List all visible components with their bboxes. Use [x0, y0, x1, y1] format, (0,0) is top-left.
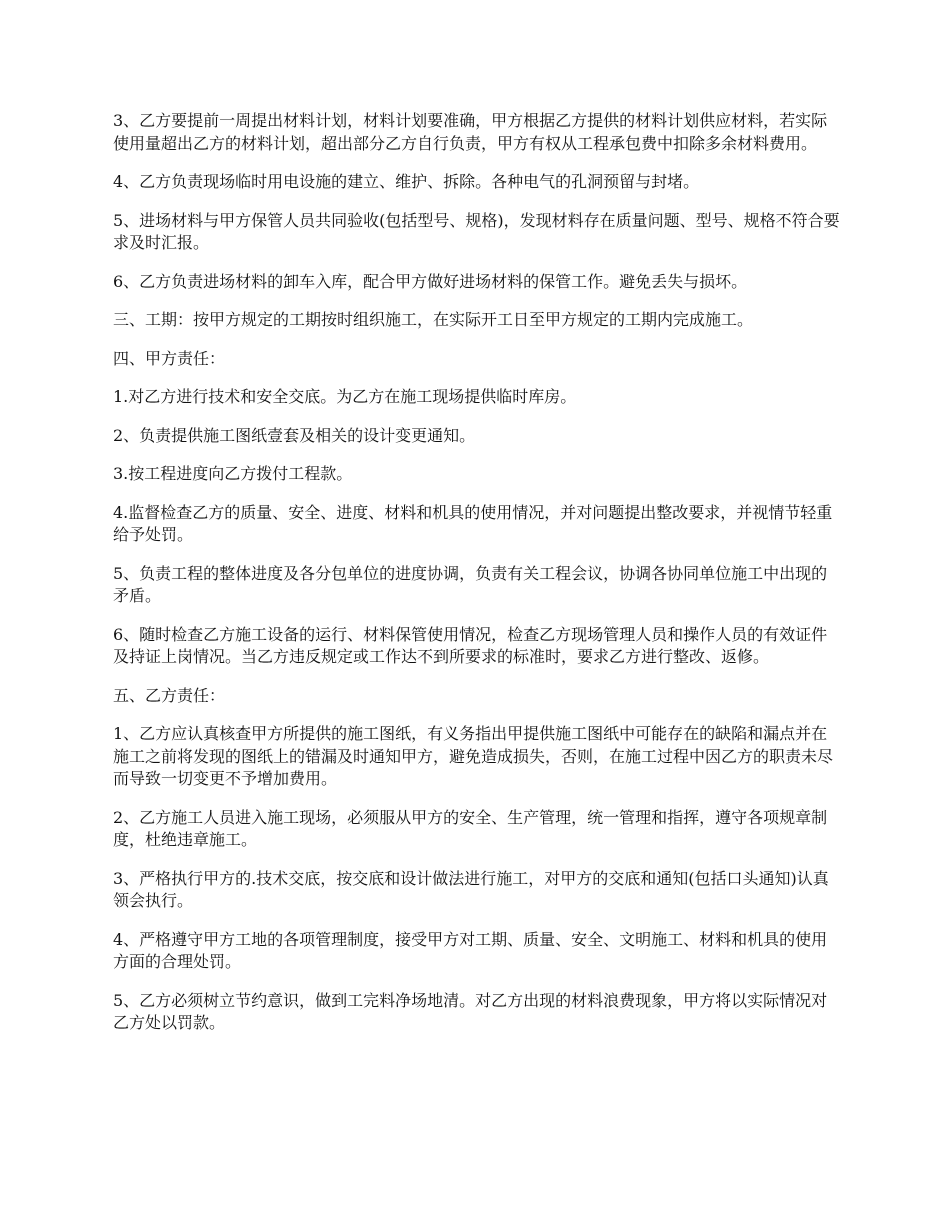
paragraph-party-b-3: 3、严格执行甲方的.技术交底，按交底和设计做法进行施工，对甲方的交底和通知(包括口头通知)认真领会执行。	[113, 868, 829, 910]
paragraph-party-b-5: 5、乙方必须树立节约意识，做到工完料净场地清。对乙方出现的材料浪费现象，甲方将以实际情况对乙方处以罚款。	[113, 990, 828, 1032]
paragraph-party-b-2: 2、乙方施工人员进入施工现场，必须服从甲方的安全、生产管理，统一管理和指挥，遵守各项规章制度，杜绝违章施工。	[113, 807, 828, 849]
paragraph-material-inspection: 5、进场材料与甲方保管人员共同验收(包括型号、规格)，发现材料存在质量问题、型号、规格不符合要求及时汇报。	[113, 210, 840, 252]
paragraph-party-a-1: 1.对乙方进行技术和安全交底。为乙方在施工现场提供临时库房。	[113, 387, 577, 406]
paragraph-party-a-3: 3.按工程进度向乙方拨付工程款。	[113, 464, 353, 483]
paragraph-party-a-4: 4.监督检查乙方的质量、安全、进度、材料和机具的使用情况，并对问题提出整改要求，并视情节轻重给予处罚。	[113, 502, 833, 544]
paragraph-temporary-power: 4、乙方负责现场临时用电设施的建立、维护、拆除。各种电气的孔洞预留与封堵。	[113, 172, 700, 191]
paragraph-party-b-1: 1、乙方应认真核查甲方所提供的施工图纸，有义务指出甲提供施工图纸中可能存在的缺陷和漏点并在施工之前将发现的图纸上的错漏及时通知甲方，避免造成损失，否则，在施工过程中因乙方的职责未尽而导致一切变更不予增加费用。	[113, 724, 834, 788]
paragraph-party-b-4: 4、严格遵守甲方工地的各项管理制度，接受甲方对工期、质量、安全、文明施工、材料和机具的使用方面的合理处罚。	[113, 929, 828, 971]
document-body	[113, 110, 843, 1051]
paragraph-material-unloading: 6、乙方负责进场材料的卸车入库，配合甲方做好进场材料的保管工作。避免丢失与损坏。	[113, 271, 748, 291]
section-heading-party-b: 五、乙方责任：	[113, 685, 226, 705]
paragraph-party-a-6: 6、随时检查乙方施工设备的运行、材料保管使用情况，检查乙方现场管理人员和操作人员的有效证件及持证上岗情况。当乙方违反规定或工作达不到所要求的标准时，要求乙方进行整改、返修。	[113, 624, 828, 666]
section-heading-schedule: 三、工期：按甲方规定的工期按时组织施工，在实际开工日至甲方规定的工期内完成施工。	[113, 310, 754, 329]
paragraph-material-plan: 3、乙方要提前一周提出材料计划，材料计划要准确，甲方根据乙方提供的材料计划供应材料，若实际使用量超出乙方的材料计划，超出部分乙方自行负责，甲方有权从工程承包费中扣除多余材料费用。	[113, 111, 828, 153]
section-heading-party-a: 四、甲方责任：	[113, 348, 226, 368]
paragraph-party-a-2: 2、负责提供施工图纸壹套及相关的设计变更通知。	[113, 425, 476, 445]
paragraph-party-a-5: 5、负责工程的整体进度及各分包单位的进度协调，负责有关工程会议，协调各协同单位施工中出现的矛盾。	[113, 563, 828, 605]
